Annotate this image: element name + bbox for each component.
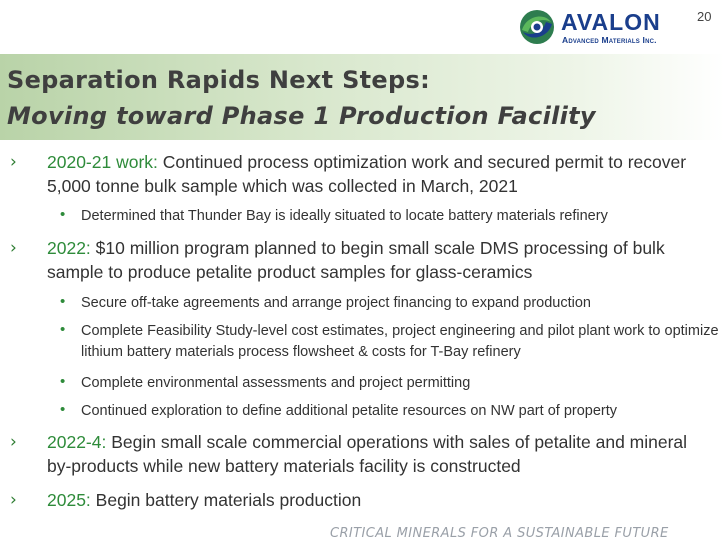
page-subtitle: Moving toward Phase 1 Production Facility	[7, 102, 596, 130]
sub-list-item-text: Complete environmental assessments and project permitting	[81, 375, 471, 391]
list-item-lead: 2022:	[47, 238, 91, 258]
logo-wordmark: AVALON	[561, 9, 661, 35]
sub-list-item-text: Complete Feasibility Study-level cost estimates, project engineering and pilot plant work to optimize lithium battery materials process flowsheet & costs for T-Bay refinery	[81, 323, 719, 360]
list-item-lead: 2025:	[47, 490, 91, 510]
bullet-dot-icon: •	[60, 373, 66, 390]
chevron-right-icon: ›	[10, 432, 17, 452]
avalon-swirl-icon	[518, 8, 556, 46]
page-number: 20	[697, 9, 712, 24]
sub-list-item-text: Continued exploration to define additional petalite resources on NW part of property	[81, 403, 618, 419]
footer-tagline: CRITICAL MINERALS FOR A SUSTAINABLE FUTURE	[330, 526, 669, 541]
logo-subtitle: Advanced Materials Inc.	[562, 35, 657, 45]
list-item-lead: 2020-21 work:	[47, 152, 158, 172]
sub-list-item-text: Determined that Thunder Bay is ideally situated to locate battery materials refinery	[81, 208, 608, 224]
bullet-dot-icon: •	[60, 321, 66, 338]
list-item-body: Begin small scale commercial operations with sales of petalite and mineral by-products while new battery materials facility is constructed	[47, 432, 688, 476]
company-logo	[518, 8, 678, 48]
list-item-body: Continued process optimization work and secured permit to recover 5,000 tonne bulk sample which was collected in March, 2021	[47, 152, 687, 196]
list-item-body: $10 million program planned to begin small scale DMS processing of bulk sample to produce petalite product samples for glass-ceramics	[47, 238, 665, 282]
bullet-dot-icon: •	[60, 293, 66, 310]
list-item-text	[47, 488, 707, 512]
page-title: Separation Rapids Next Steps:	[7, 66, 430, 94]
list-item-body: Begin battery materials production	[90, 490, 362, 510]
list-item-text	[47, 236, 707, 284]
chevron-right-icon: ›	[10, 238, 17, 258]
list-item-text	[47, 150, 707, 198]
chevron-right-icon: ›	[10, 490, 17, 510]
chevron-right-icon: ›	[10, 152, 17, 172]
list-item-lead: 2022-4:	[47, 432, 107, 452]
sub-list-item-text: Secure off-take agreements and arrange project financing to expand production	[81, 295, 591, 311]
list-item-text	[47, 430, 707, 478]
bullet-dot-icon: •	[60, 206, 66, 223]
bullet-dot-icon: •	[60, 401, 66, 418]
